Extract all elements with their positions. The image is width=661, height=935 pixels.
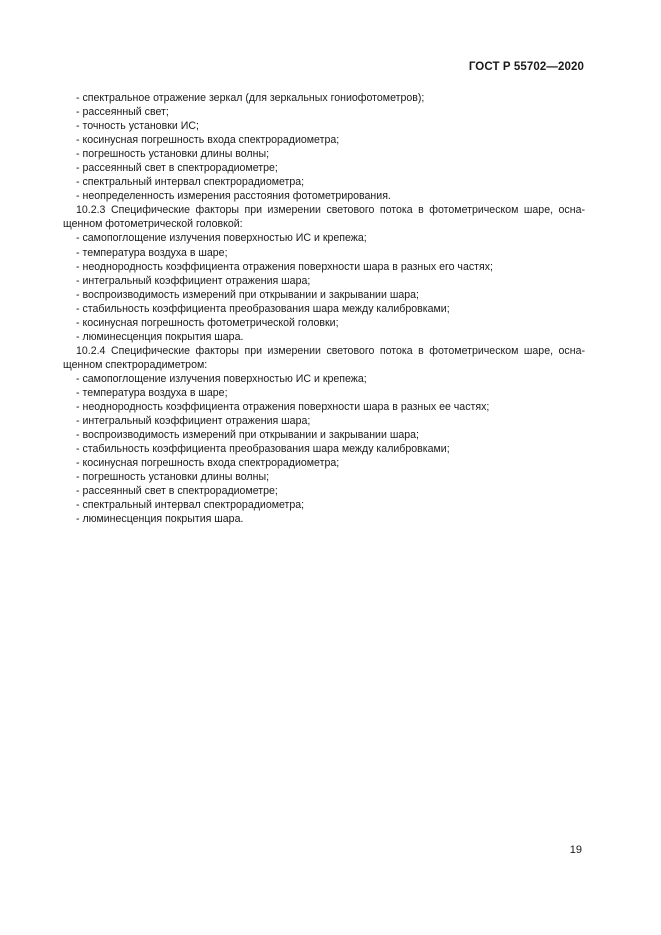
list-item: - воспроизводимость измерений при открывании и закрывании шара; [76, 429, 419, 442]
document-body [63, 91, 585, 526]
factor-list-general [63, 91, 585, 203]
section-heading-continuation: щенном спектрорадиметром: [63, 358, 208, 371]
list-item: - самопоглощение излучения поверхностью ИС и крепежа; [76, 232, 367, 245]
section-10-2-4 [63, 344, 585, 527]
list-item: - температура воздуха в шаре; [76, 246, 228, 259]
list-item: - интегральный коэффициент отражения шара; [76, 415, 311, 428]
list-item: - точность установки ИС; [76, 120, 199, 133]
list-item: - погрешность установки длины волны; [76, 471, 270, 484]
list-item: - рассеянный свет; [76, 106, 169, 119]
list-item: - спектральное отражение зеркал (для зеркальных гониофотометров); [76, 92, 425, 104]
list-item: - неоднородность коэффициента отражения поверхности шара в разных ее частях; [76, 401, 490, 414]
section-heading: 10.2.4 Специфические факторы при измерении светового потока в фотометрическом шаре, осна- [76, 344, 585, 357]
list-item: - самопоглощение излучения поверхностью ИС и крепежа; [76, 372, 367, 385]
list-item: - интегральный коэффициент отражения шара; [76, 274, 311, 287]
list-item: - люминесценция покрытия шара. [76, 513, 244, 526]
list-item: - люминесценция покрытия шара. [76, 330, 244, 343]
list-item: - погрешность установки длины волны; [76, 148, 270, 161]
document-code-header: ГОСТ Р 55702—2020 [468, 61, 584, 73]
list-item: - стабильность коэффициента преобразования шара между калибровками; [76, 302, 450, 315]
list-item: - косинусная погрешность входа спектрорадиометра; [76, 457, 340, 470]
list-item: - косинусная погрешность входа спектрорадиометра; [76, 134, 340, 147]
list-item: - спектральный интервал спектрорадиометра; [76, 499, 305, 512]
list-item: - неоднородность коэффициента отражения поверхности шара в разных его частях; [76, 260, 493, 273]
list-item: - рассеянный свет в спектрорадиометре; [76, 485, 278, 498]
section-10-2-3 [63, 203, 585, 343]
list-item: - стабильность коэффициента преобразования шара между калибровками; [76, 443, 450, 456]
list-item: - неопределенность измерения расстояния фотометрирования. [76, 190, 391, 203]
list-item: - температура воздуха в шаре; [76, 386, 228, 399]
section-heading-continuation: щенном фотометрической головкой: [63, 218, 243, 231]
list-item: - косинусная погрешность фотометрической головки; [76, 316, 339, 329]
list-item: - рассеянный свет в спектрорадиометре; [76, 162, 278, 175]
list-item: - спектральный интервал спектрорадиометра; [76, 176, 305, 189]
page-number: 19 [569, 844, 582, 856]
section-heading: 10.2.3 Специфические факторы при измерении светового потока в фотометрическом шаре, осна- [76, 204, 585, 217]
list-item: - воспроизводимость измерений при открывании и закрывании шара; [76, 288, 419, 301]
